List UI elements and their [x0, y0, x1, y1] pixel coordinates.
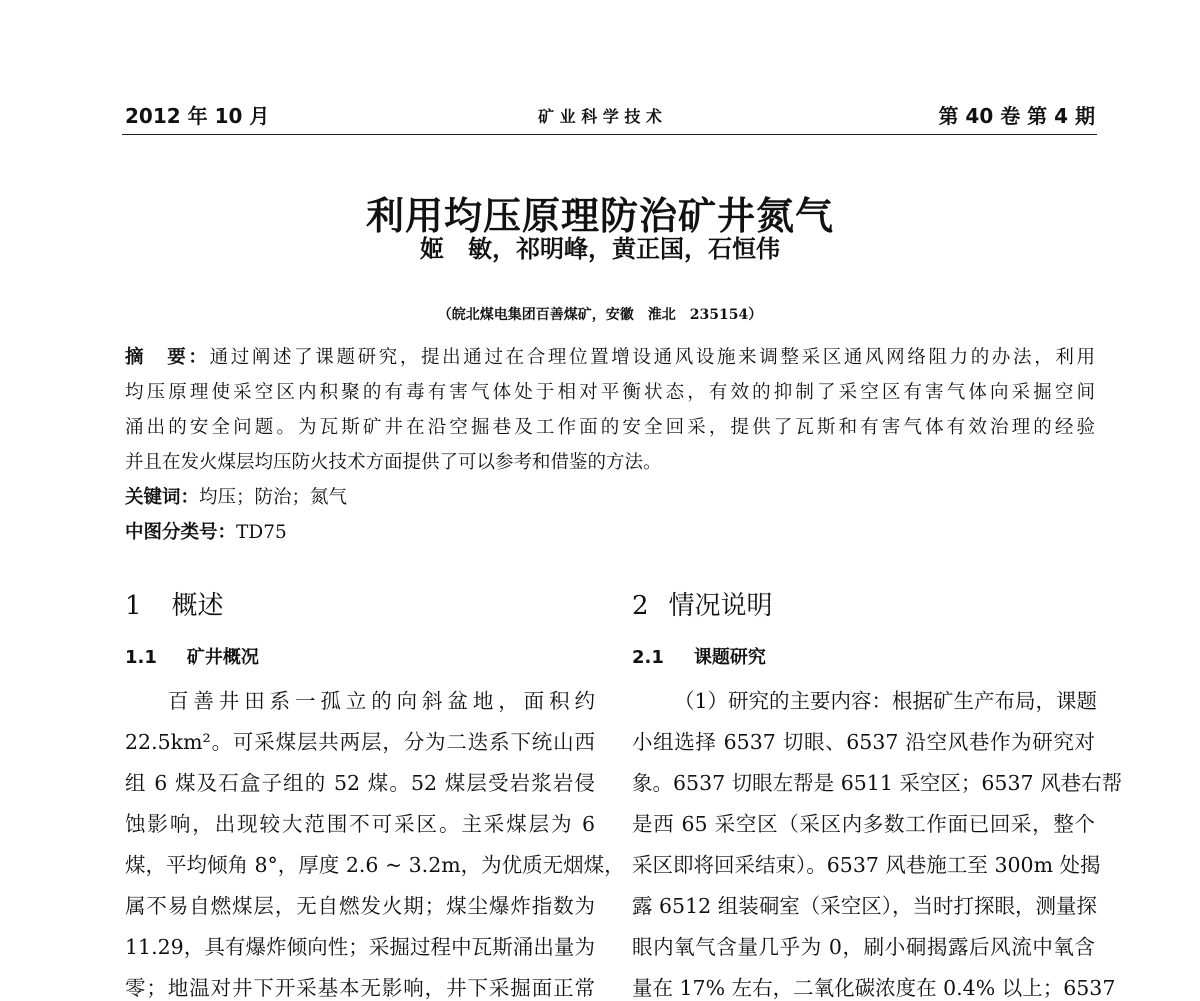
abstract-line: 并且在发火煤层均压防火技术方面提供了可以参考和借鉴的方法。: [125, 452, 662, 473]
classification: [125, 518, 287, 544]
section-heading-2: [632, 585, 773, 622]
body-line: 量在 17% 左右，二氧化碳浓度在 0.4% 以上；6537: [632, 976, 1116, 1000]
body-line: 露 6512 组装硐室（采空区），当时打探眼，测量探: [632, 894, 1097, 918]
keywords-value: 均压；防治；氮气: [199, 487, 348, 508]
affiliation: （皖北煤电集团百善煤矿，安徽 淮北 235154）: [437, 307, 763, 323]
paper-title: 利用均压原理防治矿井氮气: [365, 193, 834, 238]
header-issue: 第 40 卷 第 4 期: [938, 104, 1095, 128]
body-line: 是西 65 采空区（采区内多数工作面已回采，整个: [632, 812, 1095, 836]
subsection-title: 课题研究: [693, 647, 766, 668]
header-journal: 矿 业 科 学 技 术: [538, 107, 662, 126]
abstract-line: 均压原理使采空区内积聚的有毒有害气体处于相对平衡状态，有效的抑制了采空区有害气体向采掘空间: [125, 382, 1095, 403]
subsection-heading-2-1: [632, 643, 766, 669]
abstract-line: [125, 343, 1095, 369]
subsection-title: 矿井概况: [186, 647, 259, 668]
authors: 姬 敏，祁明峰，黄正国，石恒伟: [420, 234, 780, 263]
classification-label: 中图分类号：: [125, 522, 237, 543]
section-title: 情况说明: [668, 591, 773, 621]
keywords-label: 关键词：: [125, 487, 200, 508]
body-line: 煤，平均倾角 8°，厚度 2.6 ~ 3.2m，为优质无烟煤，: [125, 853, 625, 877]
abstract-text: 通过阐述了课题研究，提出通过在合理位置增设通风设施来调整采区通风网络阻力的办法，利用: [209, 347, 1095, 368]
body-line: 零；地温对井下开采基本无影响，井下采掘面正常: [125, 976, 595, 1000]
header-rule: [122, 134, 1097, 135]
abstract-label: 摘 要：: [125, 347, 210, 368]
body-line: 象。6537 切眼左帮是 6511 采空区；6537 风巷右帮: [632, 771, 1123, 795]
abstract-line: 涌出的安全问题。为瓦斯矿井在沿空掘巷及工作面的安全回采，提供了瓦斯和有害气体有效治理的经验: [125, 417, 1095, 438]
body-line: 22.5km²。可采煤层共两层，分为二迭系下统山西: [125, 730, 595, 754]
section-title: 概述: [171, 591, 224, 621]
section-number: 1: [125, 591, 142, 621]
body-line: 小组选择 6537 切眼、6537 沿空风巷作为研究对: [632, 730, 1095, 754]
section-heading-1: [125, 585, 224, 622]
body-line: （1）研究的主要内容：根据矿生产布局，课题: [674, 689, 1098, 713]
subsection-heading-1-1: [125, 643, 259, 669]
body-line: 组 6 煤及石盒子组的 52 煤。52 煤层受岩浆岩侵: [125, 771, 595, 795]
keywords: [125, 483, 347, 509]
subsection-number: 2.1: [632, 647, 664, 668]
body-line: 采区即将回采结束）。6537 风巷施工至 300m 处揭: [632, 853, 1101, 877]
section-number: 2: [632, 591, 649, 621]
body-line: 属不易自燃煤层，无自燃发火期；煤尘爆炸指数为: [125, 894, 595, 918]
body-line: 蚀影响，出现较大范围不可采区。主采煤层为 6: [125, 812, 595, 836]
classification-value: TD75: [236, 522, 287, 543]
body-line: 眼内氧气含量几乎为 0，刷小硐揭露后风流中氧含: [632, 935, 1095, 959]
subsection-number: 1.1: [125, 647, 157, 668]
header-date: 2012 年 10 月: [125, 104, 270, 128]
body-line: 百善井田系一孤立的向斜盆地，面积约: [168, 689, 595, 713]
body-line: 11.29，具有爆炸倾向性；采掘过程中瓦斯涌出量为: [125, 935, 595, 959]
